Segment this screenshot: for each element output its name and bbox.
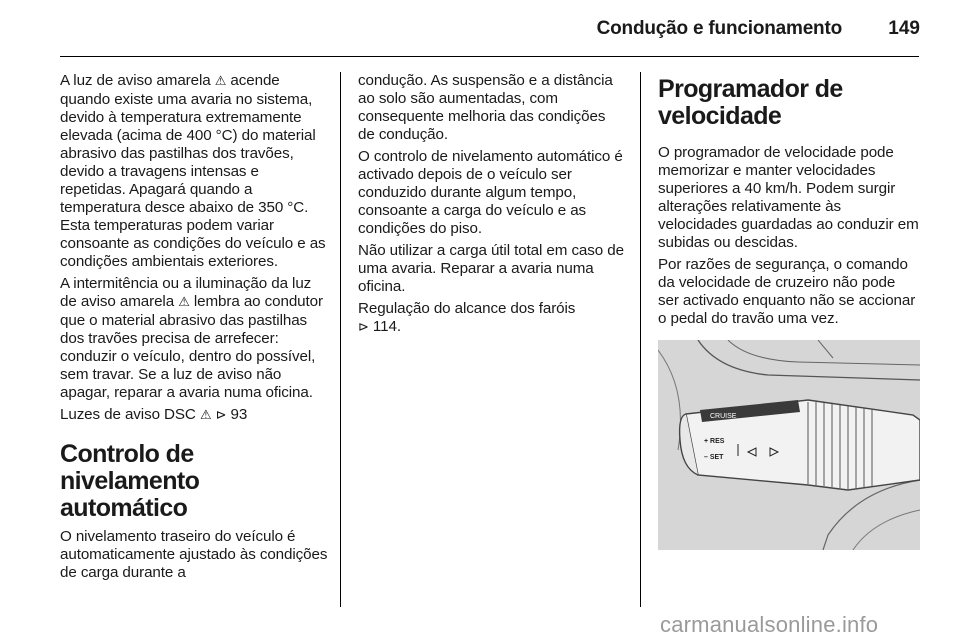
paragraph: Não utilizar a carga útil total em caso de uma avaria. Reparar a avaria numa oficina.: [358, 242, 624, 295]
page-reference-arrow-icon: ⊳: [358, 320, 369, 335]
set-label: – SET: [704, 454, 724, 461]
paragraph: Regulação do alcance dos faróis ⊳ 114.: [358, 300, 576, 335]
res-label: + RES: [704, 438, 725, 445]
paragraph: O controlo de nivelamento automático é activado depois de o veículo ser conduzido durante algum tempo, consoante a carga do veículo e as condições do piso.: [358, 148, 623, 237]
cruise-control-lever-illustration: [658, 340, 920, 550]
page-reference-link[interactable]: 114.: [372, 318, 401, 335]
paragraph: O programador de velocidade pode memorizar e manter velocidades superiores a 40 km/h. Podem surgir alterações relativamente às velocidades guardadas ao conduzir em subidas ou descidas.: [658, 144, 919, 251]
paragraph: condução. As suspensão e a distância ao solo são aumentadas, com consequente melhoria das condições de condução.: [358, 72, 613, 143]
warning-light-icon: ⚠: [178, 295, 190, 310]
paragraph: A intermitência ou a iluminação da luz de aviso amarela ⚠ lembra ao condutor que o material abrasivo das pastilhas dos travões precisa de arrefecer: conduzir o veículo, dentro do possível, sem travar. Se a luz de aviso não apagar, reparar a avaria numa oficina.: [60, 275, 323, 401]
paragraph: Por razões de segurança, o comando da velocidade de cruzeiro não pode ser activado enquanto não se accionar o pedal do travão uma vez.: [658, 256, 916, 327]
page-header: [0, 0, 960, 60]
paragraph: A luz de aviso amarela ⚠ acende quando existe uma avaria no sistema, devido à temperatura extremamente elevada (acima de 400 °C) do material abrasivo das pastilhas dos travões, devido a travagens intensas e repetidas. Apagará quando a temperatura desce abaixo de 350 °C. Esta temperaturas podem variar consoante as condições do veículo e as condições ambientais exteriores.: [60, 72, 326, 270]
page-reference-arrow-icon: ⊳: [215, 408, 227, 423]
warning-light-icon: ⚠: [199, 408, 212, 423]
warning-light-icon: ⚠: [214, 74, 227, 89]
section-title: Condução e funcionamento: [596, 18, 842, 39]
column-right: [658, 72, 920, 332]
page-number: 149: [888, 18, 920, 39]
lever-drawing: [658, 340, 920, 550]
column-divider-2: [640, 72, 641, 607]
paragraph: O nivelamento traseiro do veículo é automaticamente ajustado às condições de carga durante a: [60, 528, 328, 581]
column-divider-1: [340, 72, 341, 607]
paragraph: Luzes de aviso DSC ⚠ ⊳ 93: [60, 406, 248, 423]
header-divider: [60, 56, 919, 57]
section-heading: Controlo de nivelamento automático: [60, 440, 200, 522]
column-middle: [358, 72, 626, 341]
column-left: [60, 72, 328, 586]
section-heading: Programador de velocidade: [658, 75, 843, 130]
watermark: carmanualsonline.info: [660, 612, 879, 637]
page-reference-link[interactable]: 93: [230, 406, 248, 423]
cruise-label: CRUISE: [710, 413, 737, 420]
